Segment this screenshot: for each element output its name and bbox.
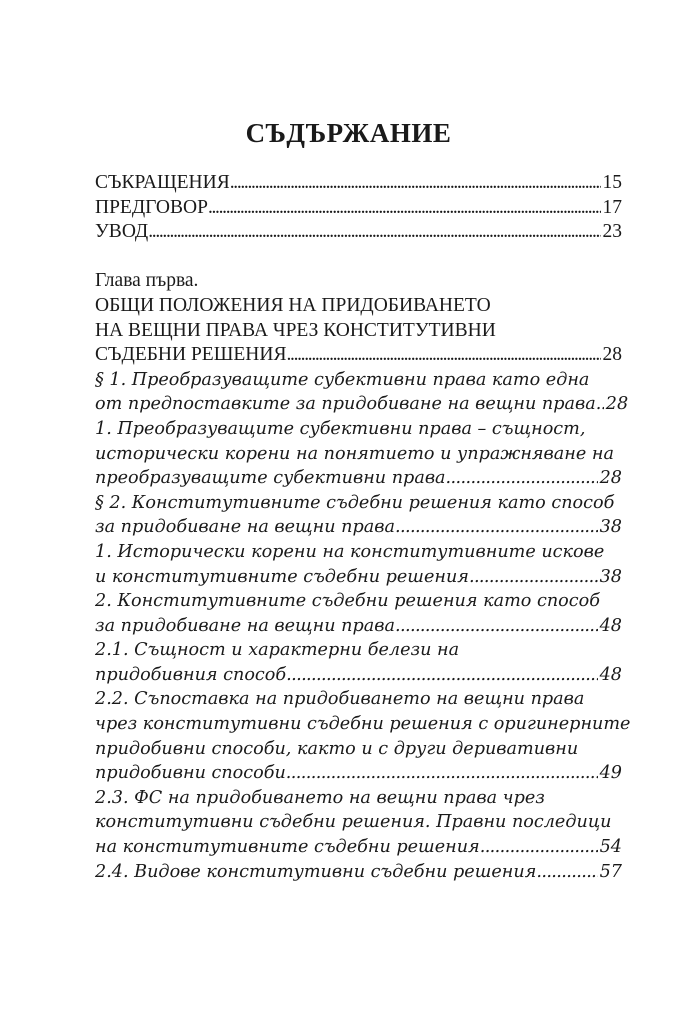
toc-entry-line: 2.1. Същност и характерни белези на — [95, 640, 460, 661]
toc-page-number: 38 — [599, 566, 622, 587]
toc-entry-introduction — [95, 220, 622, 245]
toc-entry-line: § 2. Конститутивните съдебни решения като способ — [95, 492, 615, 513]
toc-entry — [95, 540, 622, 589]
toc-entry-final-line — [95, 392, 629, 417]
toc-entry — [95, 638, 622, 687]
page-title: СЪДЪРЖАНИЕ — [245, 118, 452, 148]
toc-entry-line: за придобиване на вещни права — [95, 615, 395, 636]
toc-entry-line: чрез конститутивни съдебни решения с оригинерните — [95, 714, 631, 735]
toc-entry-final-line — [95, 835, 622, 860]
toc-entry — [95, 491, 622, 540]
toc-page-number: 57 — [599, 861, 622, 882]
toc-entry-preface — [95, 196, 622, 221]
toc-entry-final-line — [95, 663, 622, 688]
toc-page-number: 28 — [602, 344, 622, 366]
toc-page-number: 54 — [599, 837, 622, 858]
toc-entry — [95, 860, 622, 885]
toc-entry-final-line — [95, 614, 622, 639]
toc-entry-line: исторически корени на понятието и упражняване на — [95, 443, 614, 464]
toc-entry-line: конститутивни съдебни решения. Правни последици — [95, 812, 612, 833]
dot-leader — [469, 565, 598, 590]
toc-entry-final-line — [95, 860, 622, 885]
toc-page-number: 38 — [599, 517, 622, 538]
chapter-heading-line: СЪДЕБНИ РЕШЕНИЯ — [95, 344, 287, 366]
chapter-heading-line: ОБЩИ ПОЛОЖЕНИЯ НА ПРИДОБИВАНЕТО — [95, 294, 491, 316]
toc-entry-label: УВОД — [95, 221, 149, 243]
spacer — [95, 245, 622, 270]
toc-entry-line: на конститутивните съдебни решения — [95, 837, 480, 858]
dot-leader — [208, 196, 601, 221]
toc-entry-line: придобивния способ — [95, 664, 287, 685]
toc-entry-line: и конститутивните съдебни решения — [95, 566, 469, 587]
toc-page-number: 28 — [599, 468, 622, 489]
toc-entry-line: придобивни способи — [95, 763, 286, 784]
toc-entry-line: 2.4. Видове конститутивни съдебни решения — [95, 861, 537, 882]
dot-leader — [446, 466, 598, 491]
toc-page-number: 23 — [602, 221, 622, 243]
dot-leader — [536, 860, 597, 885]
toc-entry-final-line — [95, 565, 622, 590]
dot-leader — [230, 171, 601, 196]
toc-entry-line: 1. Преобразуващите субективни права – същност, — [95, 418, 586, 439]
toc-page-number: 17 — [602, 196, 622, 218]
dot-leader — [395, 515, 598, 540]
toc-entry-final-line — [95, 515, 622, 540]
toc-entries — [95, 368, 631, 884]
toc-entry-label: ПРЕДГОВОР — [95, 196, 208, 218]
dot-leader — [480, 835, 598, 860]
toc-entry-line: за придобиване на вещни права — [95, 517, 395, 538]
toc-entry — [95, 589, 622, 638]
toc-entry-line: 1. Исторически корени на конститутивните искове — [95, 541, 605, 562]
toc-entry — [95, 417, 622, 491]
toc-entry-final-line — [95, 761, 622, 786]
dot-leader — [286, 761, 598, 786]
toc-page-number: 28 — [605, 394, 629, 415]
dot-leader — [596, 392, 604, 417]
table-of-contents — [95, 171, 631, 884]
toc-entry-line: придобивни способи, както и с други деривативни — [95, 738, 579, 759]
toc-entry — [95, 687, 631, 785]
toc-page-number: 48 — [599, 615, 622, 636]
toc-entry-line: § 1. Преобразуващите субективни права като една — [95, 369, 590, 390]
dot-leader — [395, 614, 598, 639]
toc-entry-line: преобразуващите субективни права — [95, 468, 446, 489]
toc-entry-abbreviations — [95, 171, 622, 196]
chapter-heading-line: НА ВЕЩНИ ПРАВА ЧРЕЗ КОНСТИТУТИВНИ — [95, 319, 496, 341]
toc-entry — [95, 368, 629, 417]
toc-entry-line: 2.3. ФС на придобиването на вещни права чрез — [95, 787, 545, 808]
toc-entry-label: СЪКРАЩЕНИЯ — [95, 172, 230, 193]
toc-page-number: 15 — [602, 172, 622, 193]
chapter-label: Глава първа. — [95, 270, 199, 292]
toc-page-number: 48 — [599, 664, 622, 685]
toc-entry-line: 2. Конститутивните съдебни решения като способ — [95, 591, 600, 612]
toc-entry-line: от предпоставките за придобиване на вещни права — [95, 394, 596, 415]
toc-entry — [95, 786, 622, 860]
toc-entry-line: 2.2. Съпоставка на придобиването на вещни права — [95, 689, 585, 710]
dot-leader — [148, 220, 600, 245]
dot-leader — [286, 663, 598, 688]
dot-leader — [286, 343, 600, 368]
toc-entry-chapter-one — [95, 343, 622, 368]
toc-entry-final-line — [95, 466, 622, 491]
toc-page-number: 49 — [599, 763, 622, 784]
